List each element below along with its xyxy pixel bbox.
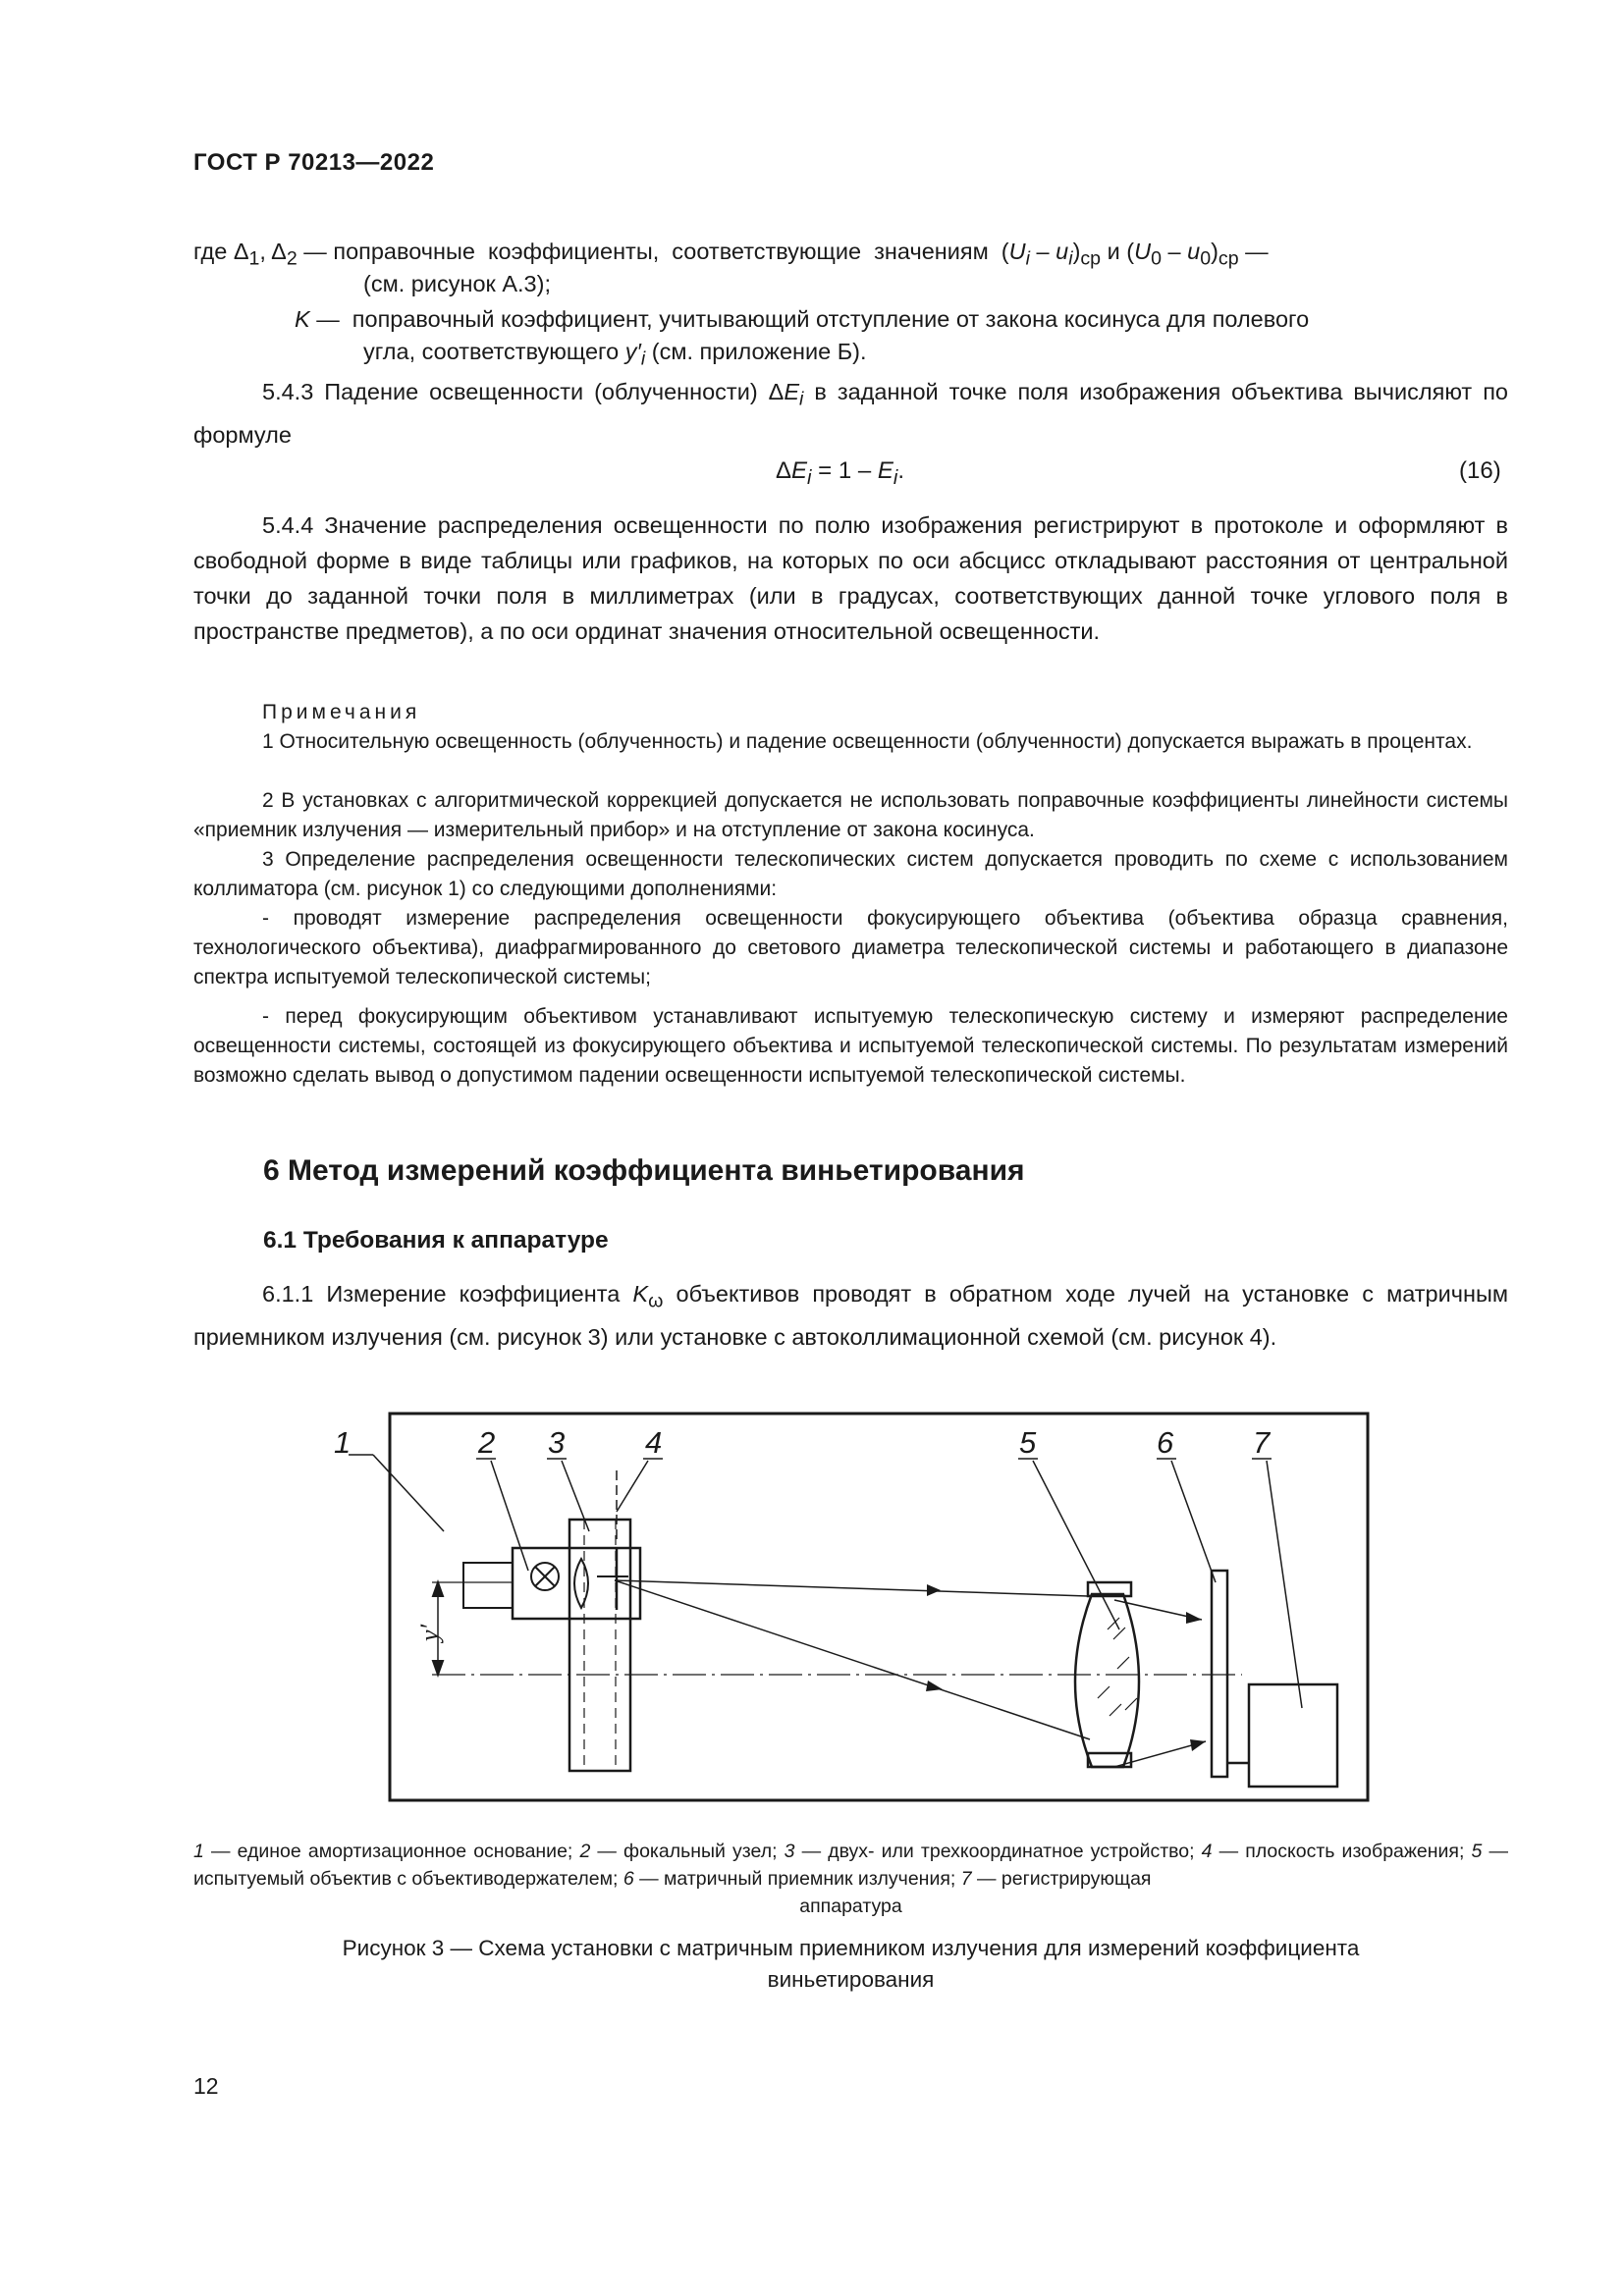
tube bbox=[463, 1563, 513, 1608]
label-4: 4 bbox=[645, 1425, 663, 1460]
section-6-title: 6 Метод измерений коэффициента виньетирования bbox=[263, 1154, 1025, 1187]
formula-16: $\Delta E_i = 1 - E_i$. bbox=[776, 457, 905, 489]
term-delta-cont: (см. рисунок А.3); bbox=[363, 271, 551, 296]
label-5: 5 bbox=[1019, 1425, 1037, 1460]
note-1: 1 Относительную освещенность (облученность) и падение освещенности (облученности) допускается выражать в процентах. bbox=[262, 730, 1473, 753]
notes-heading: Примечания bbox=[262, 701, 421, 723]
note-3-dash-1: - проводят измерение распределения освещенности фокусирующего объектива (объектива образца сравнения, технологического объектива), диафрагмированного до светового диаметра телескопической системы и работающего в диапазоне спектра испытуемой телескопической системы; bbox=[193, 907, 1508, 988]
section-6-1-title: 6.1 Требования к аппаратуре bbox=[263, 1227, 609, 1254]
base-frame bbox=[390, 1414, 1368, 1800]
recording-apparatus bbox=[1249, 1684, 1337, 1787]
label-1: 1 bbox=[334, 1425, 352, 1460]
coordinate-device bbox=[569, 1520, 630, 1771]
note-3: 3 Определение распределения освещенности телескопических систем допускается проводить по схеме с использованием коллиматора (см. рисунок 1) со следующими дополнениями: bbox=[193, 848, 1508, 900]
term-text: поправочные коэффициенты, соответствующие значениям $(U_i - u_i)_{ср}$ и $(U_0 - u_0)_{ср}$ — bbox=[333, 239, 1269, 270]
document-header: ГОСТ Р 70213—2022 bbox=[193, 149, 435, 176]
page-number: 12 bbox=[193, 2073, 219, 2099]
figure-legend: 1 — единое амортизационное основание; 2 — фокальный узел; 3 — двух- или трехкоординатное устройство; 4 — плоскость изображения; 5 — испытуемый объектив с объективодержателем; 6 — матричный приемник излучения; 7 — регистрирующая аппаратура bbox=[193, 1841, 1509, 1917]
clause-5-4-3: 5.4.3 Падение освещенности (облученности) $\Delta E_i$ в заданной точке поля изображения объектива вычисляют по формуле bbox=[193, 379, 1508, 448]
term-k-cont: угла, соответствующего $y'_i$ (см. приложение Б). bbox=[363, 339, 867, 370]
test-lens bbox=[1075, 1594, 1139, 1767]
figure-title-line2: виньетирования bbox=[767, 1967, 935, 1992]
formula-number: (16) bbox=[1459, 457, 1501, 484]
label-7: 7 bbox=[1253, 1425, 1271, 1460]
matrix-receiver bbox=[1212, 1571, 1227, 1777]
note-3-dash-2: - перед фокусирующим объективом устанавливают испытуемую телескопическую систему и измеряют распределение освещенности системы, состоящей из фокусирующего объектива и испытуемой телескопической системы. По результатам измерений возможно сделать вывод о допустимом падении освещенности испытуемой телескопической системы. bbox=[193, 1005, 1508, 1087]
term-symbol: где $\Delta_1$, $\Delta_2$ — bbox=[193, 239, 327, 270]
label-2: 2 bbox=[478, 1425, 496, 1460]
clause-6-1-1: 6.1.1 Измерение коэффициента $K_\omega$ объективов проводят в обратном ходе лучей на установке с матричным приемником излучения (см. рисунок 3) или установке с автоколлимационной схемой (см. рисунок 4). bbox=[193, 1281, 1509, 1350]
y-prime-label: y′ bbox=[415, 1624, 444, 1641]
term-k: K — поправочный коэффициент, учитывающий отступление от закона косинуса для полевого bbox=[295, 306, 1310, 332]
note-2: 2 В установках с алгоритмической коррекцией допускается не использовать поправочные коэффициенты линейности системы «приемник излучения — измерительный прибор» и на отступление от закона косинуса. bbox=[193, 789, 1508, 841]
label-3: 3 bbox=[548, 1425, 566, 1460]
clause-5-4-4: 5.4.4 Значение распределения освещенности по полю изображения регистрируют в протоколе и оформляют в свободной форме в виде таблицы или графиков, на которых по оси абсцисс откладывают расстояния от центральной точки до заданной точки поля в миллиметрах (или в градусах, соответствующих данной точке углового поля в пространстве предметов), а по оси ординат значения относительной освещенности. bbox=[193, 512, 1508, 644]
focal-unit bbox=[513, 1548, 640, 1619]
figure-title-line1: Рисунок 3 — Схема установки с матричным приемником излучения для измерений коэффициента bbox=[342, 1936, 1360, 1960]
label-6: 6 bbox=[1157, 1425, 1174, 1460]
